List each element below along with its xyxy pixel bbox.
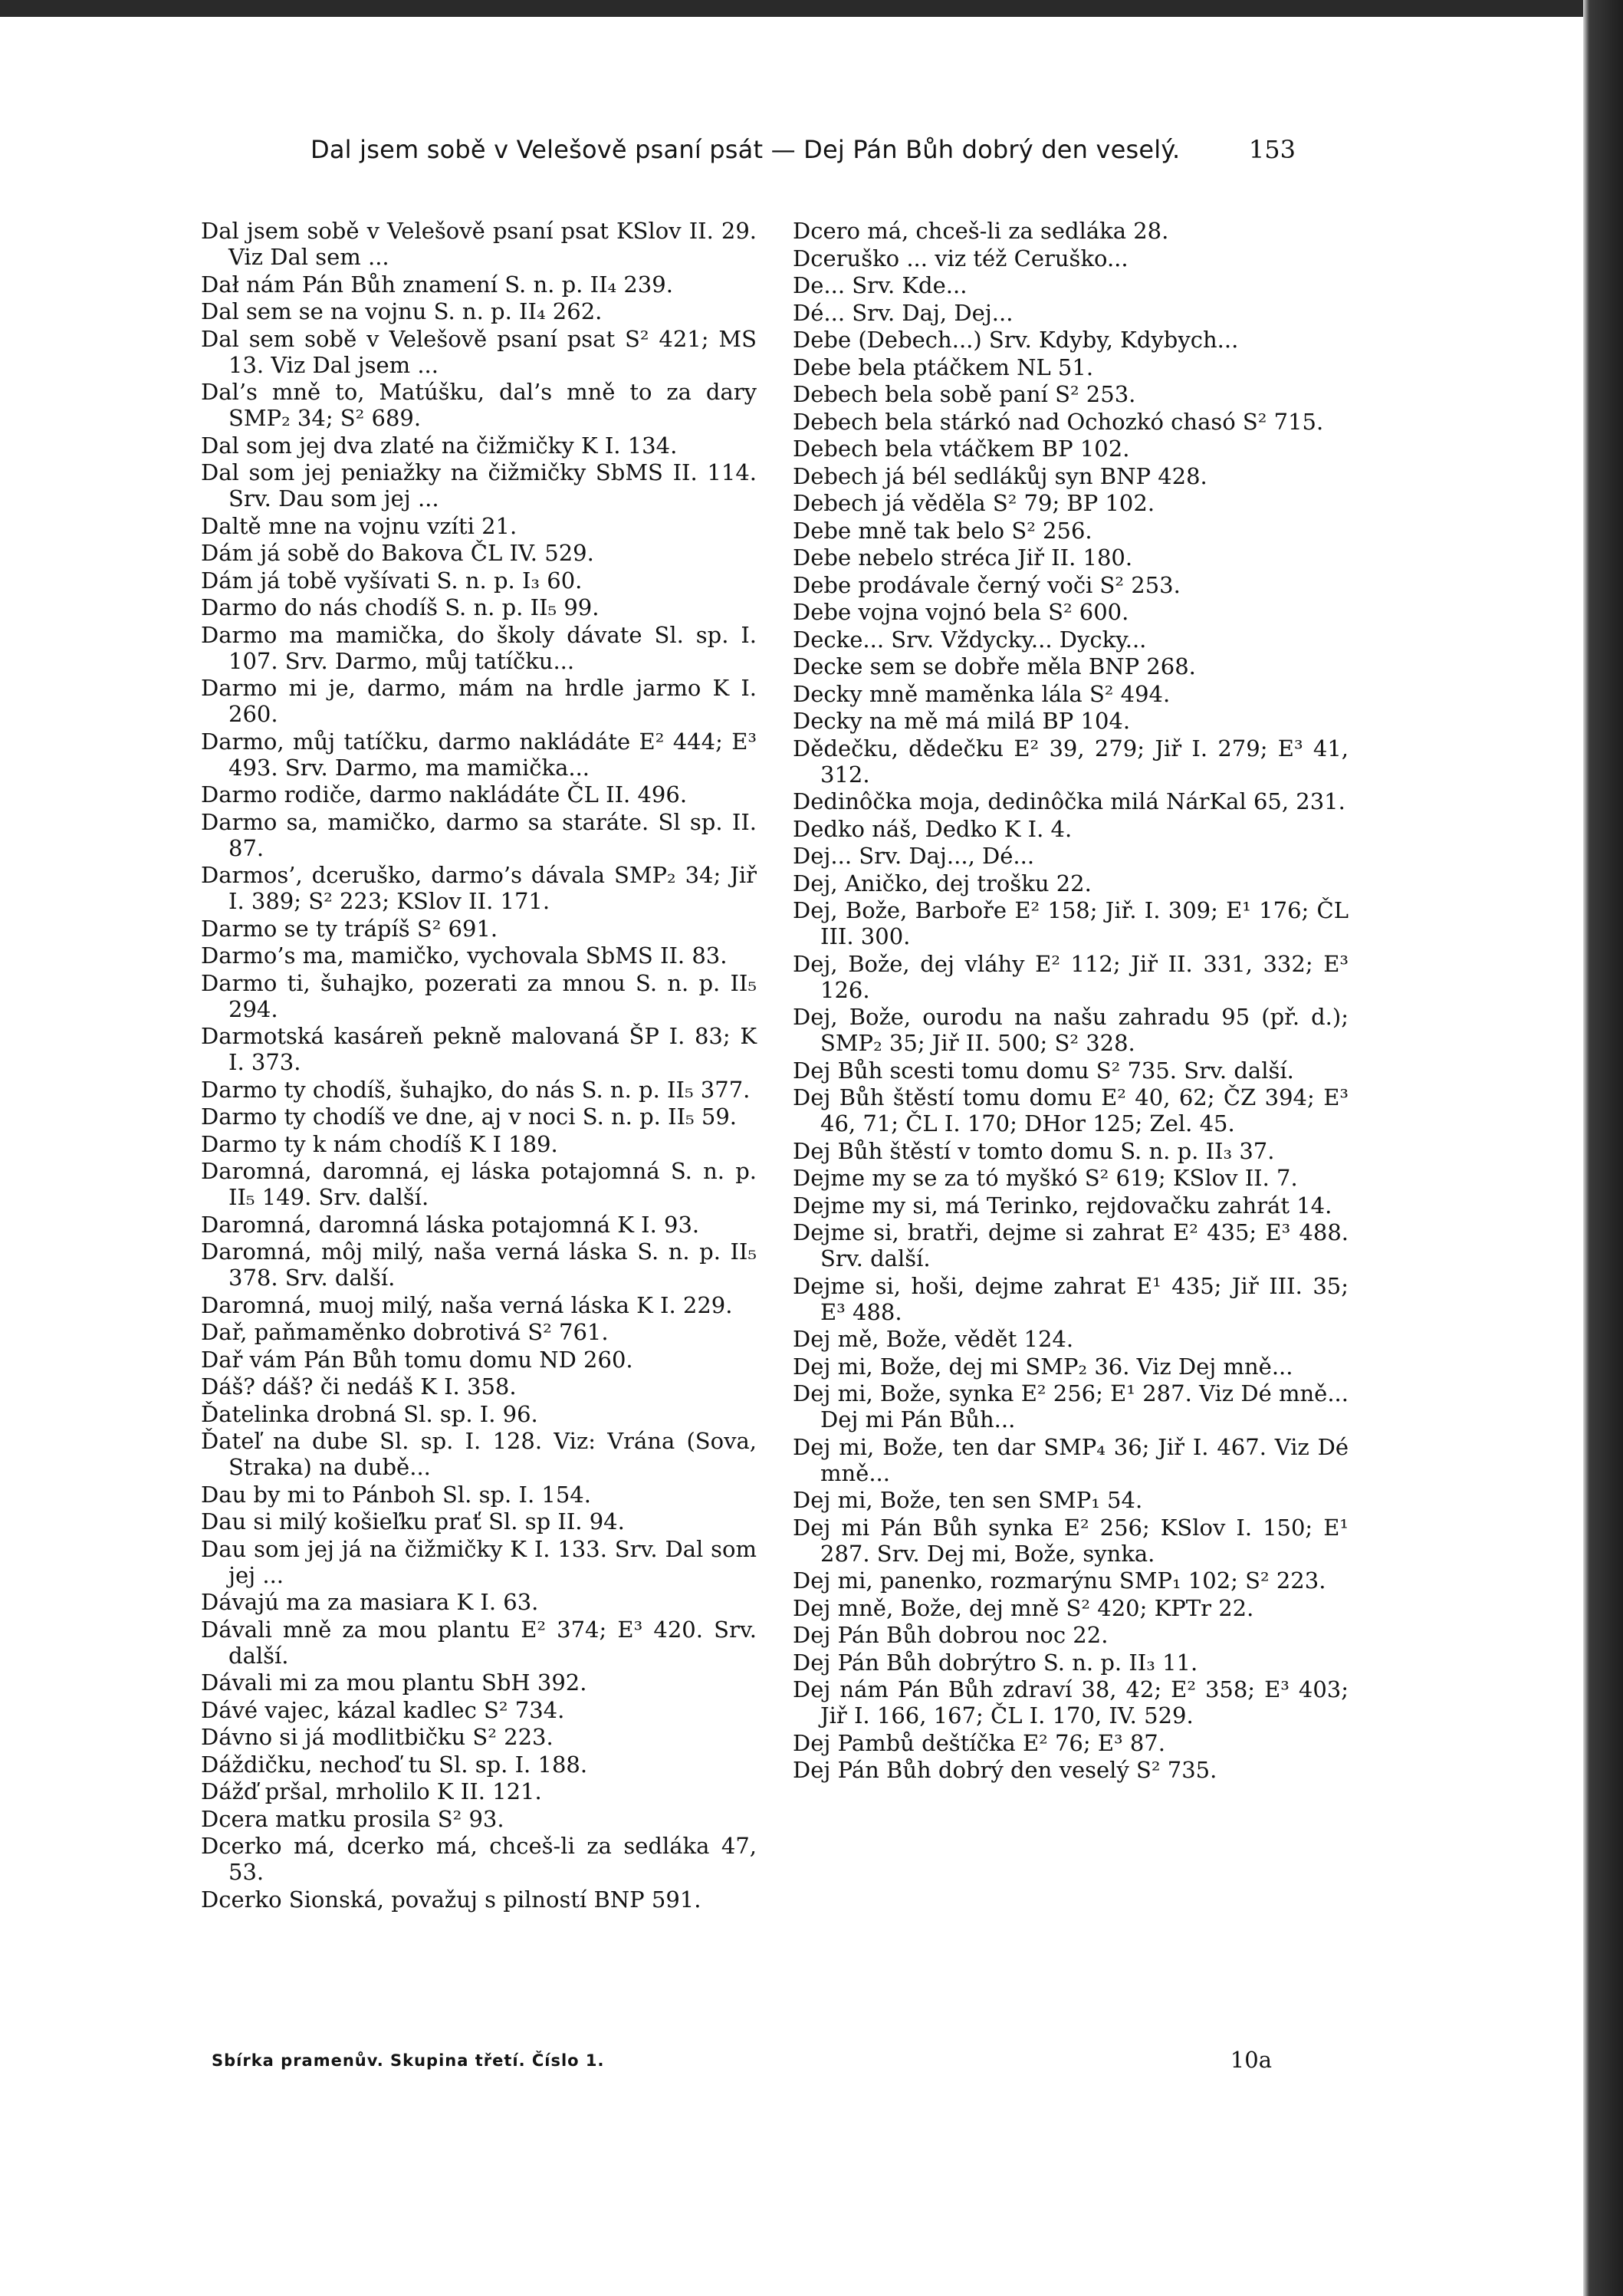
index-entry: Dal’s mně to, Matúšku, dal’s mně to za dary SMP₂ 34; S² 689. (201, 379, 757, 431)
scan-border-right (1583, 0, 1623, 2296)
index-entry: Decke... Srv. Vždycky... Dycky... (793, 626, 1147, 653)
index-entry: Dcerko Sionská, považuj s pilností BNP 591. (201, 1886, 701, 1913)
index-entry: Dcerko má, dcerko má, chceš-li za sedláka 47, 53. (201, 1833, 757, 1885)
index-entry: Darmo ty chodíš ve dne, aj v noci S. n. p. II₅ 59. (201, 1104, 737, 1130)
index-entry: Darmotská kasáreň pekně malovaná ŠP I. 83; K I. 373. (201, 1023, 757, 1075)
index-entry: Dávno si já modlitbičku S² 223. (201, 1724, 554, 1750)
index-entry: Dědečku, dědečku E² 39, 279; Jiř I. 279; E³ 41, 312. (793, 735, 1349, 788)
index-entry: Darmo rodiče, darmo nakládáte ČL II. 496. (201, 781, 688, 808)
index-entry: Dej mě, Bože, vědět 124. (793, 1326, 1074, 1352)
index-entry: Dejme si, hoši, dejme zahrat E¹ 435; Jiř III. 35; E³ 488. (793, 1272, 1349, 1325)
running-title: Dal jsem sobě v Velešově psaní psát — Dej Pán Bůh dobrý den veselý. (310, 135, 1181, 164)
index-entry: Dejme my se za tó myškó S² 619; KSlov II. 7. (793, 1165, 1298, 1191)
index-entry: Dal sem se na vojnu S. n. p. II₄ 262. (201, 298, 603, 324)
index-entry: Debech bela stárkó nad Ochozkó chasó S² 715. (793, 408, 1324, 435)
index-entry: Darmo sa, mamičko, darmo sa staráte. Sl sp. II. 87. (201, 808, 757, 861)
index-entry: Darmo mi je, darmo, mám na hrdle jarmo K I. 260. (201, 675, 757, 727)
index-entry: Dař, paňmaměnko dobrotivá S² 761. (201, 1319, 609, 1345)
left-column (201, 218, 757, 1913)
index-entry: Darmo ty chodíš, šuhajko, do nás S. n. p. II₅ 377. (201, 1076, 751, 1103)
index-entry: De... Srv. Kde... (793, 272, 968, 298)
index-entry: Darmo ty k nám chodíš K I 189. (201, 1130, 558, 1157)
index-entry: Debe mně tak belo S² 256. (793, 517, 1092, 544)
index-entry: Debech já věděla S² 79; BP 102. (793, 490, 1155, 516)
index-entry: Dej Bůh štěstí v tomto domu S. n. p. II₃ 37. (793, 1137, 1275, 1164)
index-entry: Dáždičku, nechoď tu Sl. sp. I. 188. (201, 1751, 588, 1778)
index-entry: Dej... Srv. Daj..., Dé... (793, 843, 1035, 869)
index-entry: Dávali mi za mou plantu SbH 392. (201, 1669, 587, 1696)
index-entry: Daromná, daromná, ej láska potajomná S. n. p. II₅ 149. Srv. další. (201, 1158, 757, 1210)
index-entry: Dej Bůh scesti tomu domu S² 735. Srv. další. (793, 1057, 1294, 1084)
index-entry: Dejme si, bratři, dejme si zahrat E² 435; E³ 488. Srv. další. (793, 1219, 1349, 1271)
index-entry: Debe bela ptáčkem NL 51. (793, 354, 1094, 380)
index-entry: Dejme my si, má Terinko, rejdovačku zahrát 14. (793, 1192, 1332, 1219)
index-entry: Dceruško ... viz též Ceruško... (793, 245, 1129, 271)
index-entry: Dał nám Pán Bůh znamení S. n. p. II₄ 239. (201, 271, 673, 298)
index-entry: Dej Pán Bůh dobrý den veselý S² 735. (793, 1757, 1217, 1783)
index-entry: Dám já sobě do Bakova ČL IV. 529. (201, 540, 594, 566)
index-entry: Dé... Srv. Daj, Dej... (793, 299, 1014, 326)
index-entry: Decky mně maměnka lála S² 494. (793, 680, 1171, 707)
index-entry: Dej mi, Bože, ten dar SMP₄ 36; Jiř I. 467. Viz Dé mně... (793, 1433, 1349, 1486)
index-entry: Dej Pán Bůh dobrou noc 22. (793, 1622, 1109, 1648)
index-entry: Dám já tobě vyšívati S. n. p. I₃ 60. (201, 567, 583, 594)
index-entry: Dáš? dáš? či nedáš K I. 358. (201, 1373, 517, 1400)
index-entry: Debech bela vtáčkem BP 102. (793, 436, 1130, 462)
page-footer (201, 2047, 1272, 2082)
index-entry: Darmo do nás chodíš S. n. p. II₅ 99. (201, 594, 600, 620)
sheet-mark: 10a (1230, 2047, 1272, 2073)
index-entry: Darmo’s ma, mamičko, vychovala SbMS II. 83. (201, 942, 728, 969)
page-header (310, 135, 1296, 172)
index-entry: Dal jsem sobě v Velešově psaní psat KSlov II. 29. Viz Dal sem ... (201, 218, 757, 270)
right-column (793, 218, 1349, 1784)
index-entry: Dávé vajec, kázal kadlec S² 734. (201, 1696, 565, 1723)
index-entry: Dej mi, Bože, synka E² 256; E¹ 287. Viz Dé mně... Dej mi Pán Bůh... (793, 1380, 1349, 1433)
index-entry: Dej, Bože, dej vláhy E² 112; Jiř II. 331, 332; E³ 126. (793, 950, 1349, 1003)
index-entry: Dej mně, Bože, dej mně S² 420; KPTr 22. (793, 1594, 1254, 1621)
index-entry: Dej, Bože, Barboře E² 158; Jiř. I. 309; E¹ 176; ČL III. 300. (793, 897, 1349, 949)
index-entry: Dau si milý košieľku prať Sl. sp II. 94. (201, 1508, 625, 1535)
index-entry: Dej mi, Bože, ten sen SMP₁ 54. (793, 1487, 1143, 1513)
index-entry: Dau by mi to Pánboh Sl. sp. I. 154. (201, 1481, 591, 1508)
index-entry: Dau som jej já na čižmičky K I. 133. Srv. Dal som jej ... (201, 1535, 757, 1588)
index-entry: Dávajú ma za masiara K I. 63. (201, 1589, 539, 1615)
index-entry: Debe nebelo stréca Jiř II. 180. (793, 544, 1133, 571)
scan-border-top (0, 0, 1623, 17)
index-entry: Ďatelinka drobná Sl. sp. I. 96. (201, 1400, 538, 1427)
sheet-signature: Sbírka pramenův. Skupina třetí. Číslo 1. (212, 2051, 605, 2070)
index-entry: Debe vojna vojnó bela S² 600. (793, 599, 1129, 625)
index-entry: Darmos’, dceruško, darmo’s dávala SMP₂ 34; Jiř I. 389; S² 223; KSlov II. 171. (201, 862, 757, 914)
index-entry: Dávali mně za mou plantu E² 374; E³ 420. Srv. další. (201, 1616, 757, 1669)
index-entry: Dej nám Pán Bůh zdraví 38, 42; E² 358; E³ 403; Jiř I. 166, 167; ČL I. 170, IV. 529. (793, 1676, 1349, 1729)
index-entry: Darmo ma mamička, do školy dávate Sl. sp. I. 107. Srv. Darmo, můj tatíčku... (201, 621, 757, 674)
index-entry: Darmo se ty trápíš S² 691. (201, 915, 498, 942)
index-entry: Darmo, můj tatíčku, darmo nakládáte E² 444; E³ 493. Srv. Darmo, ma mamička... (201, 728, 757, 781)
index-entry: Decke sem se dobře měla BNP 268. (793, 653, 1196, 679)
index-entry: Dal som jej dva zlaté na čižmičky K I. 134. (201, 432, 678, 459)
index-entry: Decky na mě má milá BP 104. (793, 708, 1131, 734)
index-entry: Daromná, daromná láska potajomná K I. 93. (201, 1211, 700, 1238)
index-entry: Dej Pán Bůh dobrýtro S. n. p. II₃ 11. (793, 1649, 1198, 1676)
index-entry: Dař vám Pán Bůh tomu domu ND 260. (201, 1346, 633, 1373)
index-entry: Daromná, muoj milý, naša verná láska K I. 229. (201, 1291, 733, 1318)
index-entry: Dcero má, chceš-li za sedláka 28. (793, 218, 1169, 244)
index-entry: Dej mi, Bože, dej mi SMP₂ 36. Viz Dej mně... (793, 1353, 1293, 1380)
index-entry: Dedko náš, Dedko K I. 4. (793, 815, 1073, 842)
index-entry: Dcera matku prosila S² 93. (201, 1805, 504, 1832)
index-entry: Debech bela sobě paní S² 253. (793, 381, 1136, 407)
index-entry: Dej, Bože, ourodu na našu zahradu 95 (př. d.); SMP₂ 35; Jiř II. 500; S² 328. (793, 1004, 1349, 1056)
index-entry: Debe prodávale černý voči S² 253. (793, 571, 1181, 598)
index-entry: Dej Bůh štěstí tomu domu E² 40, 62; ČZ 394; E³ 46, 71; ČL I. 170; DHor 125; Zel. 45. (793, 1084, 1349, 1136)
index-entry: Ďateľ na dube Sl. sp. I. 128. Viz: Vrána (Sova, Straka) na dubě... (201, 1428, 757, 1480)
index-entry: Dal sem sobě v Velešově psaní psat S² 421; MS 13. Viz Dal jsem ... (201, 325, 757, 378)
index-entry: Dážď pršal, mrholilo K II. 121. (201, 1778, 542, 1804)
index-entry: Daltě mne na vojnu vzíti 21. (201, 512, 517, 539)
index-entry: Dej mi Pán Bůh synka E² 256; KSlov I. 150; E¹ 287. Srv. Dej mi, Bože, synka. (793, 1514, 1349, 1567)
index-entry: Debe (Debech...) Srv. Kdyby, Kdybych... (793, 327, 1239, 353)
index-entry: Dedinôčka moja, dedinôčka milá NárKal 65, 231. (793, 788, 1345, 814)
index-entry: Daromná, môj milý, naša verná láska S. n. p. II₅ 378. Srv. další. (201, 1238, 757, 1291)
index-entry: Dal som jej peniažky na čižmičky SbMS II. 114. Srv. Dau som jej ... (201, 459, 757, 512)
index-entry: Darmo ti, šuhajko, pozerati za mnou S. n. p. II₅ 294. (201, 969, 757, 1022)
index-entry: Debech já bél sedlákůj syn BNP 428. (793, 462, 1207, 489)
page-number: 153 (1248, 135, 1296, 164)
index-entry: Dej, Aničko, dej trošku 22. (793, 870, 1092, 896)
index-entry: Dej mi, panenko, rozmarýnu SMP₁ 102; S² 223. (793, 1567, 1326, 1594)
index-entry: Dej Pambů deštíčka E² 76; E³ 87. (793, 1729, 1165, 1756)
